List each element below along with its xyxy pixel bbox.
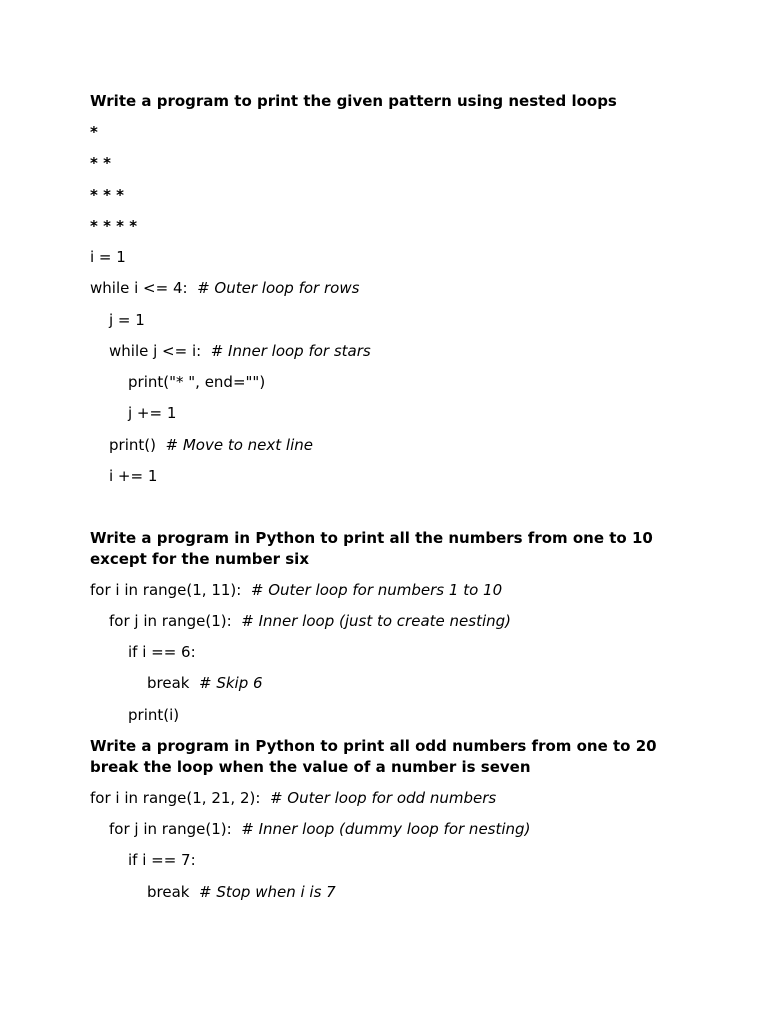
code-comment: # Move to next line — [165, 436, 313, 454]
code-text: i = 1 — [90, 248, 126, 266]
code-line — [90, 788, 496, 809]
pattern-row-4: * * * * — [90, 217, 138, 235]
code-line — [128, 705, 179, 726]
code-text: print(i) — [128, 706, 180, 724]
code-text: print("* ", end="") — [128, 373, 266, 391]
code-comment: # Stop when i is 7 — [199, 883, 336, 901]
code-line — [109, 819, 530, 840]
code-text: if i == 6: — [128, 643, 196, 661]
code-text: break — [147, 674, 200, 692]
code-line — [90, 580, 502, 601]
section2-heading: Write a program in Python to print all the numbers from one to 10 except for the number six — [90, 529, 653, 568]
code-text: print() — [109, 436, 166, 454]
code-line — [90, 247, 126, 268]
code-text: for i in range(1, 21, 2): — [90, 789, 270, 807]
code-line — [147, 882, 336, 903]
code-line — [147, 673, 263, 694]
code-line — [109, 466, 157, 487]
pattern-row-3: * * * — [90, 186, 124, 204]
code-line — [90, 278, 359, 299]
code-text: while i <= 4: — [90, 279, 198, 297]
code-line — [128, 642, 196, 663]
code-text: for j in range(1): — [109, 820, 242, 838]
pattern-row-2: * * — [90, 154, 111, 172]
code-text: break — [147, 883, 200, 901]
section3-heading: Write a program in Python to print all odd numbers from one to 20 break the loop when the value of a number is seven — [90, 737, 657, 776]
code-text: for j in range(1): — [109, 612, 242, 630]
code-text: i += 1 — [109, 467, 158, 485]
code-line — [109, 341, 371, 362]
code-comment: # Skip 6 — [199, 674, 263, 692]
code-text: if i == 7: — [128, 851, 196, 869]
code-text: j += 1 — [128, 404, 177, 422]
code-comment: # Outer loop for numbers 1 to 10 — [250, 581, 503, 599]
code-text: for i in range(1, 11): — [90, 581, 251, 599]
pattern-row-1: * — [90, 123, 98, 141]
code-line — [109, 611, 511, 632]
code-comment: # Inner loop (dummy loop for nesting) — [241, 820, 531, 838]
code-text: j = 1 — [109, 311, 145, 329]
code-line — [128, 372, 265, 393]
code-line — [128, 850, 196, 871]
code-comment: # Outer loop for odd numbers — [269, 789, 497, 807]
code-line — [109, 435, 313, 456]
code-line — [109, 310, 145, 331]
code-line — [128, 403, 176, 424]
code-comment: # Outer loop for rows — [197, 279, 360, 297]
code-text: while j <= i: — [109, 342, 211, 360]
section1-heading: Write a program to print the given pattern using nested loops — [90, 92, 617, 110]
code-comment: # Inner loop for stars — [210, 342, 371, 360]
code-comment: # Inner loop (just to create nesting) — [241, 612, 511, 630]
